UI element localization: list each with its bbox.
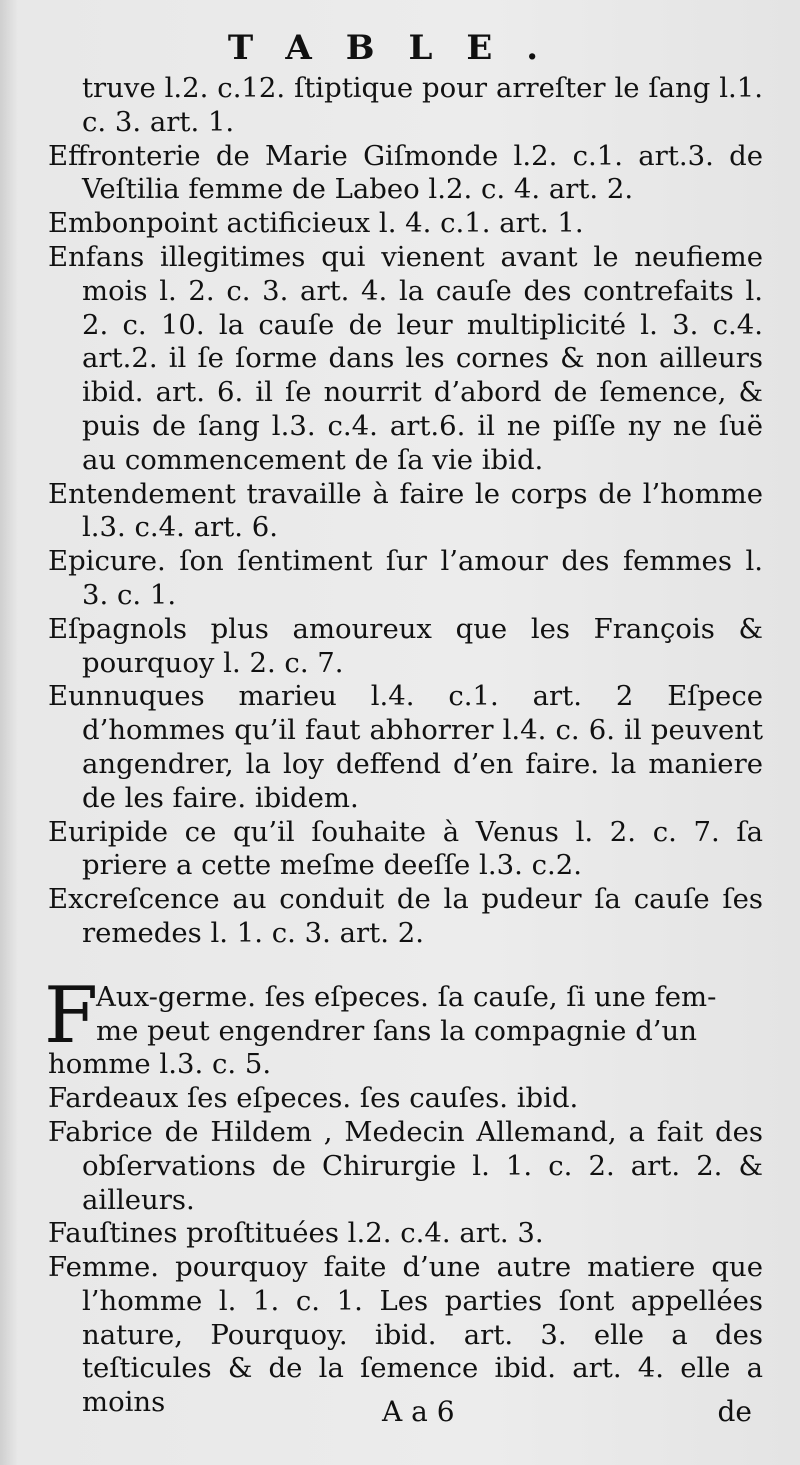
page-header-title: TABLE.: [227, 28, 573, 68]
section-f-line: homme l.3. c. 5.: [48, 1048, 272, 1081]
page-footer: [0, 1392, 800, 1432]
index-entry: Fabrice de Hildem , Medecin Allemand, a fait des obſervations de Chirurgie l. 1. c. 2. art. 2. & ailleurs.: [48, 1115, 763, 1216]
index-entry: Fauſtines proſtituées l.2. c.4. art. 3.: [48, 1217, 544, 1250]
section-f-line: Aux-germe. ſes eſpeces. ſa cauſe, ſi une fem-: [96, 980, 717, 1013]
index-text: [44, 72, 763, 1420]
index-entry: Effronterie de Marie Giſmonde l.2. c.1. art.3. de Veſtilia femme de Labeo l.2. c. 4. art. 2.: [48, 139, 763, 206]
index-entry: Eſpagnols plus amoureux que les François & pourquoy l. 2. c. 7.: [48, 612, 763, 679]
drop-cap-letter: F: [44, 970, 99, 1061]
index-entry: Excreſcence au conduit de la pudeur ſa cauſe ſes remedes l. 1. c. 3. art. 2.: [48, 883, 763, 949]
index-entry: Epicure. ſon ſentiment ſur l’amour des femmes l. 3. c. 1.: [48, 545, 763, 611]
index-entry: Embonpoint actificieux l. 4. c.1. art. 1.: [48, 207, 584, 240]
index-entry: Femme. pourquoy faite d’une autre matiere que l’homme l. 1. c. 1. Les parties ſont appellées nature, Pourquoy. ibid. art. 3. elle a des teſticules & de la ſemence ibid. art. 4. elle a moins: [48, 1251, 763, 1419]
entries-bottom: [48, 1082, 763, 1420]
index-entry: Eunnuques marieu l.4. c.1. art. 2 Eſpece d’hommes qu’il faut abhorrer l.4. c. 6. il peuvent angendrer, la loy deffend d’en faire. la maniere de les faire. ibidem.: [48, 680, 763, 814]
entries-top: [48, 72, 763, 951]
section-f-opening: [44, 970, 763, 1082]
index-entry: Entendement travaille à faire le corps de l’homme l.3. c.4. art. 6.: [48, 477, 763, 544]
index-entry: Fardeaux ſes eſpeces. ſes cauſes. ibid.: [48, 1082, 579, 1115]
index-entry: Enfans illegitimes qui vienent avant le neufieme mois l. 2. c. 3. art. 4. la cauſe des contrefaits l. 2. c. 10. la cauſe de leur multiplicité l. 3. c.4. art.2. il ſe ſorme dans les cornes & non ailleurs ibid. art. 6. il ſe nourrit d’abord de ſemence, & puis de ſang l.3. c.4. art.6. il ne piſſe ny ne ſuë au commencement de ſa vie ibid.: [48, 240, 763, 476]
section-gap: [48, 951, 763, 981]
section-f-line: me peut engendrer ſans la compagnie d’un: [96, 1014, 697, 1047]
index-entry: truve l.2. c.12. ſtiptique pour arreſter le ſang l.1. c. 3. art. 1.: [82, 72, 763, 138]
signature-mark: A a 6: [382, 1395, 455, 1428]
index-entry: Euripide ce qu’il ſouhaite à Venus l. 2. c. 7. ſa priere a cette meſme deeſſe l.3. c.2.: [48, 815, 763, 882]
catchword: de: [717, 1395, 752, 1428]
